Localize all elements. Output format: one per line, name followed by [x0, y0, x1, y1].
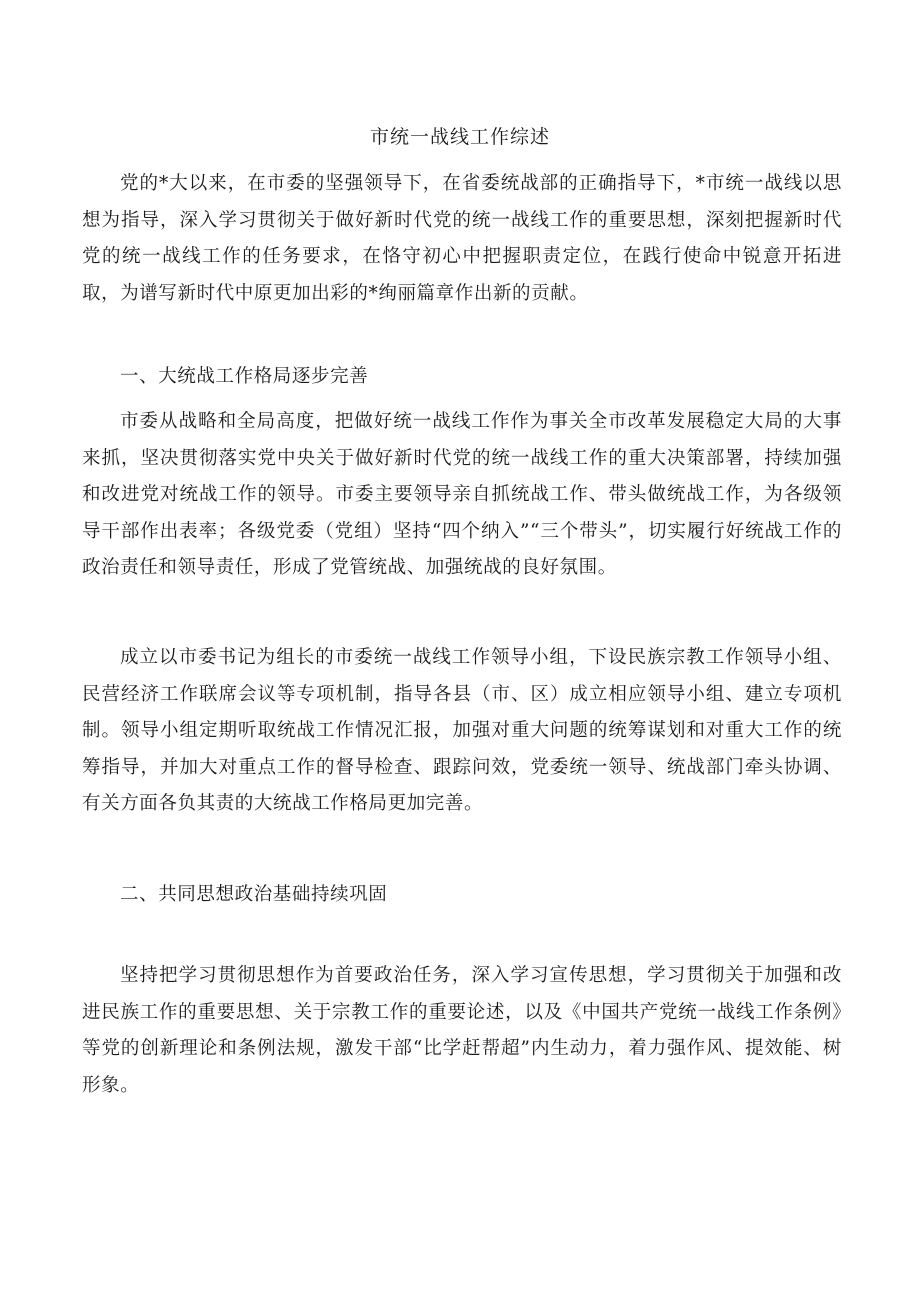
section-1-paragraph-2: 成立以市委书记为组长的市委统一战线工作领导小组，下设民族宗教工作领导小组、民营经济工作联席会议等专项机制，指导各县（市、区）成立相应领导小组、建立专项机制。领导小组定期听取统战工作情况汇报，加强对重大问题的统筹谋划和对重大工作的统筹指导，并加大对重点工作的督导检查、跟踪问效，党委统一领导、统战部门牵头协调、有关方面各负其责的大统战工作格局更加完善。: [82, 647, 842, 814]
intro-paragraph: 党的*大以来，在市委的坚强领导下，在省委统战部的正确指导下，*市统一战线以思想为指导，深入学习贯彻关于做好新时代党的统一战线工作的重要思想，深刻把握新时代党的统一战线工作的任务要求，在恪守初心中把握职责定位，在践行使命中锐意开拓进取，为谱写新时代中原更加出彩的*绚丽篇章作出新的贡献。: [82, 173, 842, 304]
section-2-paragraph-1: 坚持把学习贯彻思想作为首要政治任务，深入学习宣传思想，学习贯彻关于加强和改进民族工作的重要思想、关于宗教工作的重要论述，以及《中国共产党统一战线工作条例》等党的创新理论和条例法规，激发干部“比学赶帮超”内生动力，着力强作风、提效能、树形象。: [82, 965, 842, 1096]
section-heading-1: 一、大统战工作格局逐步完善: [120, 366, 369, 387]
document-title: 市统一战线工作综述: [369, 126, 550, 148]
section-1-paragraph-1: 市委从战略和全局高度，把做好统一战线工作作为事关全市改革发展稳定大局的大事来抓，坚决贯彻落实党中央关于做好新时代党的统一战线工作的重大决策部署，持续加强和改进党对统战工作的领导。市委主要领导亲自抓统战工作、带头做统战工作，为各级领导干部作出表率；各级党委（党组）坚持“四个纳入”“三个带头”，切实履行好统战工作的政治责任和领导责任，形成了党管统战、加强统战的良好氛围。: [82, 411, 842, 578]
section-heading-2: 二、共同思想政治基础持续巩固: [120, 884, 388, 905]
